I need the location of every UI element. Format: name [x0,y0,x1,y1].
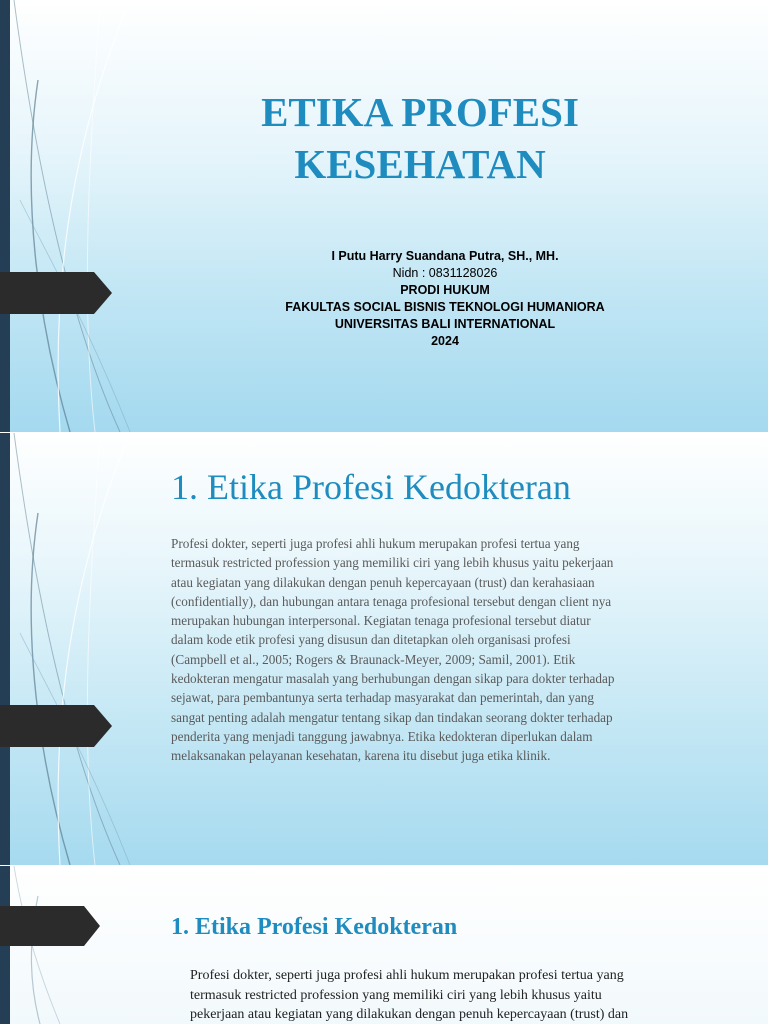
body-line: sangat penting adalah mengatur tentang sikap dan tindakan seorang dokter terhadap [171,709,613,725]
body-line: (Campbell et al., 2005; Rogers & Braunack-Meyer, 2009; Samil, 2001). Etik [171,651,576,667]
slide-3-heading: 1. Etika Profesi Kedokteran [171,914,458,940]
body-line: Profesi dokter, seperti juga profesi ahli hukum merupakan profesi tertua yang [190,968,624,983]
title-line-1: ETIKA PROFESI [261,89,579,135]
body-line: pekerjaan atau kegiatan yang dilakukan dengan penuh kepercayaan (trust) dan [190,1007,629,1022]
body-line: penderita yang menjadi tanggung jawabnya. Etika kedokteran diperlukan dalam [171,728,593,744]
faculty-name: FAKULTAS SOCIAL BISNIS TEKNOLOGI HUMANIORA [285,300,605,314]
title-line-2: KESEHATAN [294,141,546,187]
body-line: Profesi dokter, seperti juga profesi ahli hukum merupakan profesi tertua yang [171,536,580,551]
presentation-title [0,86,768,190]
body-line: termasuk restricted profession yang memiliki ciri yang lebih khusus yaitu [190,987,602,1003]
decorative-curves [0,0,140,432]
body-line: sejawat, para pembantunya serta terhadap masyarakat dan pemerintah, dan yang [171,690,594,706]
university-name: UNIVERSITAS BALI INTERNATIONAL [334,317,556,331]
decorative-curves [0,433,140,865]
author-nidn: Nidn : 0831128026 [392,266,498,280]
body-line: kedokteran mengatur masalah yang berhubungan dengan sikap para dokter terhadap [171,671,615,687]
author-name: I Putu Harry Suandana Putra, SH., MH. [331,249,559,263]
body-line: melaksanakan pelayanan kesehatan, karena itu disebut juga etika klinik. [171,748,551,764]
slide-3-body [190,966,710,1025]
arrow-shape [0,906,100,946]
body-line: dalam kode etik profesi yang disusun dan ditetapkan oleh organisasi profesi [171,632,571,648]
body-line: termasuk restricted profession yang memiliki ciri yang lebih khusus yaitu pekerjaan [171,555,614,571]
slide-1[interactable] [0,0,768,432]
year: 2024 [431,334,459,348]
author-info [0,248,768,350]
body-line: atau kegiatan yang dilakukan dengan penuh kepercayaan (trust) dan kerahasiaan [171,574,595,590]
arrow-shape [0,705,112,747]
body-line: merupakan hubungan interpersonal. Kegiatan tenaga profesional tersebut diatur [171,613,591,629]
slide-2-body [171,534,716,766]
study-program: PRODI HUKUM [400,283,490,297]
body-line: (confidentially), dan hubungan antara tenaga profesional tersebut dengan client nya [171,593,612,609]
slide-2-heading: 1. Etika Profesi Kedokteran [171,467,571,507]
